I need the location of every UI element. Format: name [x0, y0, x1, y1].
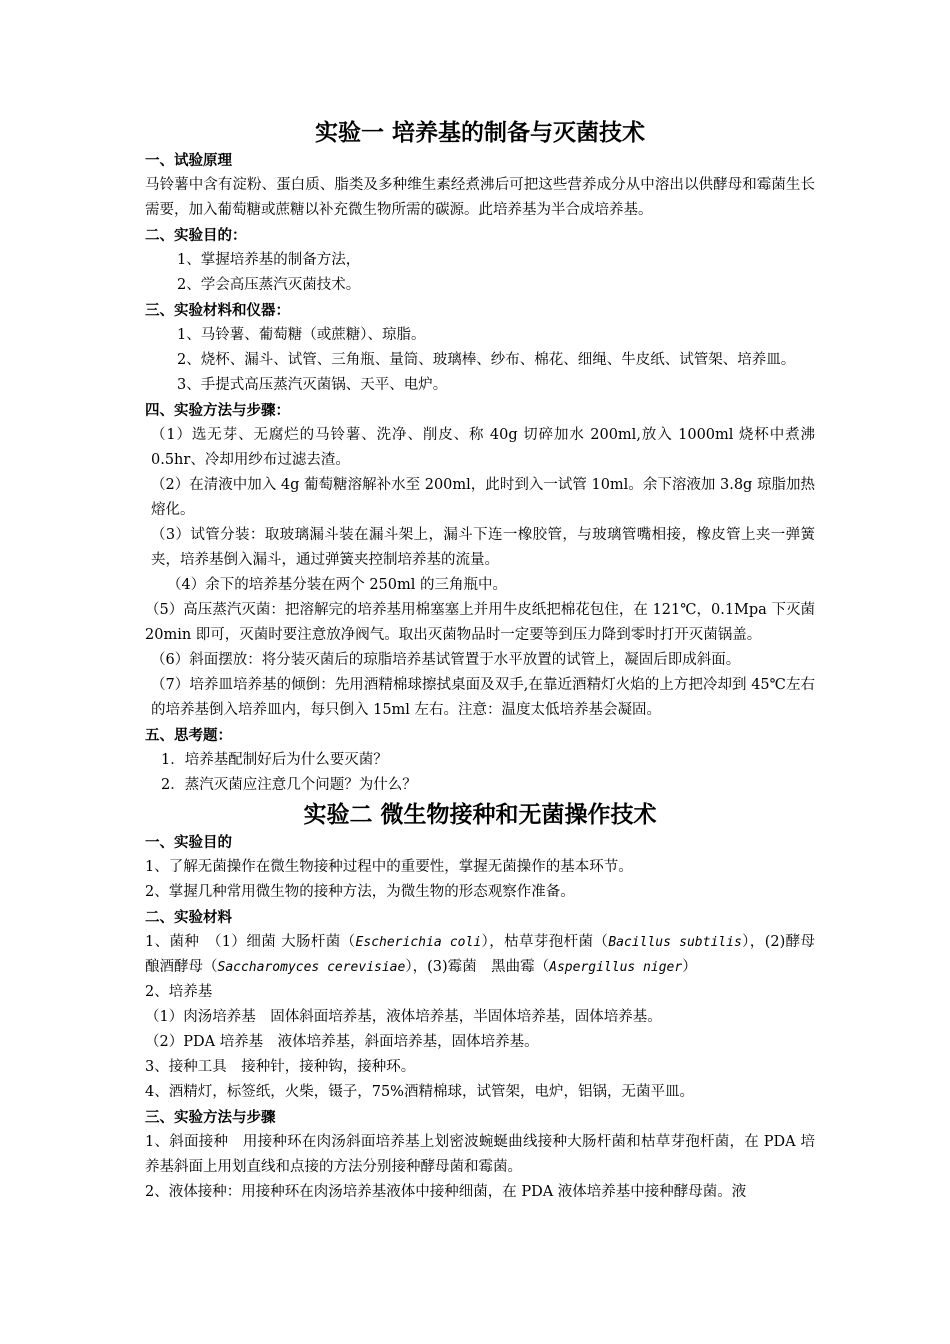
strain-latin-bsubtilis: Bacillus subtilis	[608, 935, 742, 950]
strain-text-d: ），(3)霉菌 黑曲霉（	[405, 959, 550, 975]
exp2-title: 实验二 微生物接种和无菌操作技术	[303, 801, 657, 828]
strain-latin-scerevisiae: Saccharomyces cerevisiae	[217, 960, 406, 975]
exp2-method-2: 2、液体接种：用接种环在肉汤培养基液体中接种细菌，在 PDA 液体培养基中接种酵母菌。液	[145, 1184, 747, 1200]
exp1-sec5-heading: 五、思考题：	[145, 727, 232, 744]
exp2-medium-1: （1）肉汤培养基 固体斜面培养基，液体培养基，半固体培养基，固体培养基。	[145, 1009, 662, 1025]
exp2-medium-heading: 2、培养基	[145, 984, 213, 1000]
exp1-material-3: 3、手提式高压蒸汽灭菌锅、天平、电炉。	[177, 377, 448, 393]
exp1-sec3-heading: 三、实验材料和仪器：	[145, 302, 290, 319]
exp1-step-7: （7）培养皿培养基的倾倒：先用酒精棉球擦拭桌面及双手,在靠近酒精灯火焰的上方把冷却到 45℃左右的培养基倒入培养皿内，每只倒入 15ml 左右。注意：温度太低培养基会凝固。	[151, 677, 815, 718]
exp2-tools: 3、接种工具 接种针，接种钩，接种环。	[145, 1059, 416, 1075]
exp2-other-materials: 4、酒精灯，标签纸，火柴，镊子，75%酒精棉球，试管架，电炉，铝锅，无菌平皿。	[145, 1084, 694, 1100]
exp1-step-1: （1）选无芽、无腐烂的马铃薯、洗净、削皮、称 40g 切碎加水 200ml,放入 1000ml 烧杯中煮沸 0.5hr、冷却用纱布过滤去渣。	[151, 427, 815, 468]
exp1-step-3: （3）试管分装：取玻璃漏斗装在漏斗架上，漏斗下连一橡胶管，与玻璃管嘴相接，橡皮管上夹一弹簧夹，培养基倒入漏斗，通过弹簧夹控制培养基的流量。	[151, 527, 815, 568]
exp1-question-1: 1．培养基配制好后为什么要灭菌？	[161, 752, 388, 768]
exp2-sec1-heading: 一、实验目的	[145, 834, 232, 851]
exp1-step-2: （2）在清液中加入 4g 葡萄糖溶解补水至 200ml，此时到入一试管 10ml。余下溶液加 3.8g 琼脂加热熔化。	[151, 477, 815, 518]
exp2-medium-2: （2）PDA 培养基 液体培养基，斜面培养基，固体培养基。	[145, 1034, 539, 1050]
strain-latin-ecoli: Escherichia coli	[355, 935, 482, 950]
exp1-sec1-heading: 一、试验原理	[145, 152, 232, 169]
exp1-step-6: （6）斜面摆放：将分装灭菌后的琼脂培养基试管置于水平放置的试管上，凝固后即成斜面。	[151, 652, 741, 668]
exp1-step-4: （4）余下的培养基分装在两个 250ml 的三角瓶中。	[167, 577, 508, 593]
exp2-sec3-heading: 三、实验方法与步骤	[145, 1109, 276, 1126]
exp2-objective-1: 1、了解无菌操作在微生物接种过程中的重要性，掌握无菌操作的基本环节。	[145, 859, 633, 875]
exp1-material-1: 1、马铃薯、葡萄糖（或蔗糖）、琼脂。	[177, 327, 426, 343]
strain-text-a: 1、菌种 （1）细菌 大肠杆菌（	[145, 934, 356, 950]
exp1-sec4-heading: 四、实验方法与步骤：	[145, 402, 290, 419]
strain-text-c: ），(2)酵母 酿酒酵母（	[145, 934, 830, 975]
exp1-material-2: 2、烧杯、漏斗、试管、三角瓶、量筒、玻璃棒、纱布、棉花、细绳、牛皮纸、试管架、培养皿。	[177, 352, 796, 368]
document-page	[145, 118, 830, 1205]
exp2-strains	[145, 930, 830, 980]
strain-text-b: ），枯草芽孢杆菌（	[481, 934, 609, 950]
exp1-title: 实验一 培养基的制备与灭菌技术	[314, 119, 645, 146]
exp1-objective-1: 1、掌握培养基的制备方法，	[177, 252, 361, 268]
exp1-step-5: （5）高压蒸汽灭菌：把溶解完的培养基用棉塞塞上并用牛皮纸把棉花包住，在 121℃，0.1Mpa 下灭菌 20min 即可，灭菌时要注意放净阀气。取出灭菌物品时一定要等到压力降到零时打开灭菌锅盖。	[145, 602, 815, 643]
exp1-sec2-heading: 二、实验目的：	[145, 227, 247, 244]
exp2-objective-2: 2、掌握几种常用微生物的接种方法，为微生物的形态观察作准备。	[145, 884, 575, 900]
exp2-sec2-heading: 二、实验材料	[145, 909, 232, 926]
exp2-method-1: 1、斜面接种 用接种环在肉汤斜面培养基上划密波蜿蜒曲线接种大肠杆菌和枯草芽孢杆菌，在 PDA 培养基斜面上用划直线和点接的方法分别接种酵母菌和霉菌。	[145, 1134, 815, 1175]
exp1-question-2: 2．蒸汽灭菌应注意几个问题？为什么？	[161, 777, 417, 793]
strain-text-e: ）	[682, 959, 697, 975]
exp1-principle-text: 马铃薯中含有淀粉、蛋白质、脂类及多种维生素经煮沸后可把这些营养成分从中溶出以供酵母和霉菌生长需要，加入葡萄糖或蔗糖以补充微生物所需的碳源。此培养基为半合成培养基。	[145, 177, 815, 218]
strain-latin-aniger: Aspergillus niger	[549, 960, 683, 975]
exp1-objective-2: 2、学会高压蒸汽灭菌技术。	[177, 277, 361, 293]
